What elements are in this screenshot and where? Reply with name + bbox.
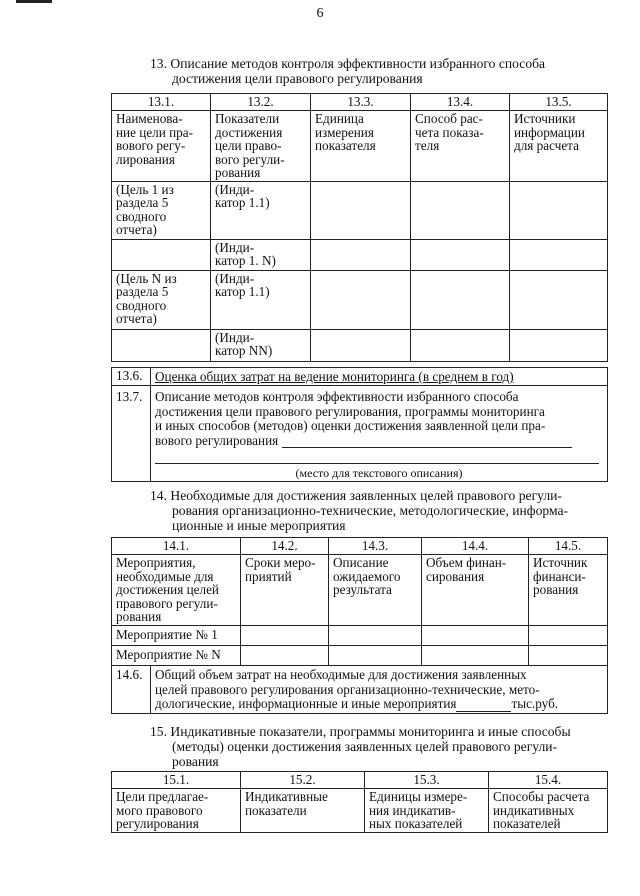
section-14-heading bbox=[150, 488, 568, 533]
empty-cell bbox=[510, 329, 608, 361]
empty-cell bbox=[529, 625, 608, 645]
table-row bbox=[112, 270, 608, 329]
table-row bbox=[112, 329, 608, 361]
header-method: Способ рас- чета показа- теля bbox=[411, 111, 510, 182]
table-13-footer bbox=[111, 367, 608, 482]
col-15-4: 15.4. bbox=[489, 772, 608, 789]
col-15-3: 15.3. bbox=[365, 772, 489, 789]
heading-line: (методы) оценки достижения заявленных целей правового регули- bbox=[172, 739, 558, 754]
empty-cell bbox=[422, 645, 529, 665]
header-deadlines: Сроки меро- приятий bbox=[241, 555, 329, 626]
empty-cell bbox=[329, 645, 422, 665]
col-14-2: 14.2. bbox=[241, 538, 329, 555]
header-funding-volume: Объем финан- сирования bbox=[422, 555, 529, 626]
empty-cell bbox=[510, 239, 608, 270]
goal-cell bbox=[112, 329, 211, 361]
empty-cell bbox=[510, 270, 608, 329]
row-13-7-text: Описание методов контроля эффективности избранного способа достижения цели правового регулирования, программы мониторинга и иных способов (методов) оценки достижения заявленной цели пра- вового регулирования (место для текстового описания) bbox=[151, 386, 608, 482]
row-13-7-num: 13.7. bbox=[112, 386, 151, 482]
table-row bbox=[112, 645, 608, 665]
empty-cell bbox=[311, 239, 411, 270]
empty-cell bbox=[241, 625, 329, 645]
indicator-cell: (Инди- катор 1.1) bbox=[211, 270, 311, 329]
heading-line: рования организационно-технические, методологические, информа- bbox=[172, 503, 569, 518]
header-expected-result: Описание ожидаемого результата bbox=[329, 555, 422, 626]
indicator-cell: (Инди- катор 1. N) bbox=[211, 239, 311, 270]
empty-cell bbox=[241, 645, 329, 665]
table-14-footer bbox=[111, 665, 608, 714]
empty-cell bbox=[411, 329, 510, 361]
activity-cell: Мероприятие № N bbox=[112, 645, 241, 665]
row-14-6-text: Общий объем затрат на необходимые для достижения заявленных целей правового регулирования организационно-технические, мето- дологические, информационные и иные мероприятия тыс.руб. bbox=[151, 666, 608, 714]
amount-blank bbox=[456, 711, 511, 712]
header-calculation-methods: Способы расчета индикативных показателей bbox=[489, 789, 608, 833]
scan-corner-mark bbox=[16, 0, 52, 3]
col-15-1: 15.1. bbox=[112, 772, 241, 789]
empty-cell bbox=[422, 625, 529, 645]
header-indicative-indicators: Индикативные показатели bbox=[241, 789, 365, 833]
empty-cell bbox=[311, 329, 411, 361]
header-funding-source: Источник финанси- рования bbox=[529, 555, 608, 626]
empty-cell bbox=[411, 270, 510, 329]
activity-cell: Мероприятие № 1 bbox=[112, 625, 241, 645]
heading-line: рования bbox=[172, 754, 219, 769]
empty-cell bbox=[411, 239, 510, 270]
col-13-1: 13.1. bbox=[112, 94, 211, 111]
indicator-cell: (Инди- катор 1.1) bbox=[211, 181, 311, 239]
table-13 bbox=[111, 93, 608, 362]
col-14-5: 14.5. bbox=[529, 538, 608, 555]
empty-cell bbox=[529, 645, 608, 665]
row-14-6-num: 14.6. bbox=[112, 666, 151, 714]
table-14 bbox=[111, 537, 608, 666]
row-13-6-num: 13.6. bbox=[112, 368, 151, 386]
empty-cell bbox=[311, 181, 411, 239]
indicator-cell: (Инди- катор NN) bbox=[211, 329, 311, 361]
empty-cell bbox=[510, 181, 608, 239]
header-indicators: Показатели достижения цели право- вого регули- рования bbox=[211, 111, 311, 182]
fill-line bbox=[282, 447, 572, 448]
header-goals: Цели предлагае- мого правового регулирования bbox=[112, 789, 241, 833]
goal-cell: (Цель N из раздела 5 сводного отчета) bbox=[112, 270, 211, 329]
col-13-2: 13.2. bbox=[211, 94, 311, 111]
section-15-heading bbox=[150, 724, 571, 769]
header-unit: Единица измерения показателя bbox=[311, 111, 411, 182]
table-15 bbox=[111, 771, 608, 833]
goal-cell bbox=[112, 239, 211, 270]
heading-line: 15. Индикативные показатели, программы мониторинга и иные способы bbox=[150, 724, 571, 739]
text-area-caption: (место для текстового описания) bbox=[295, 466, 463, 480]
col-13-3: 13.3. bbox=[311, 94, 411, 111]
section-13-heading bbox=[150, 56, 545, 86]
col-14-4: 14.4. bbox=[422, 538, 529, 555]
heading-line: достижения цели правового регулирования bbox=[172, 71, 423, 86]
empty-cell bbox=[411, 181, 510, 239]
row-13-6-text: Оценка общих затрат на ведение мониторинга (в среднем в год) bbox=[151, 368, 608, 386]
col-13-4: 13.4. bbox=[411, 94, 510, 111]
fill-line bbox=[155, 451, 599, 464]
empty-cell bbox=[329, 625, 422, 645]
col-14-1: 14.1. bbox=[112, 538, 241, 555]
heading-line: 14. Необходимые для достижения заявленных целей правового регули- bbox=[150, 488, 562, 503]
table-row bbox=[112, 625, 608, 645]
col-13-5: 13.5. bbox=[510, 94, 608, 111]
goal-cell: (Цель 1 из раздела 5 сводного отчета) bbox=[112, 181, 211, 239]
header-indicator-units: Единицы измере- ния индикатив- ных показателей bbox=[365, 789, 489, 833]
page-number: 6 bbox=[316, 6, 324, 21]
col-14-3: 14.3. bbox=[329, 538, 422, 555]
table-row bbox=[112, 239, 608, 270]
table-row bbox=[112, 181, 608, 239]
col-15-2: 15.2. bbox=[241, 772, 365, 789]
heading-line: ционные и иные мероприятия bbox=[172, 518, 346, 533]
empty-cell bbox=[311, 270, 411, 329]
header-activities: Мероприятия, необходимые для достижения целей правового регули- рования bbox=[112, 555, 241, 626]
heading-line: 13. Описание методов контроля эффективности избранного способа bbox=[150, 56, 546, 71]
header-sources: Источники информации для расчета bbox=[510, 111, 608, 182]
header-goal: Наименова- ние цели пра- вового регу- лирования bbox=[112, 111, 211, 182]
